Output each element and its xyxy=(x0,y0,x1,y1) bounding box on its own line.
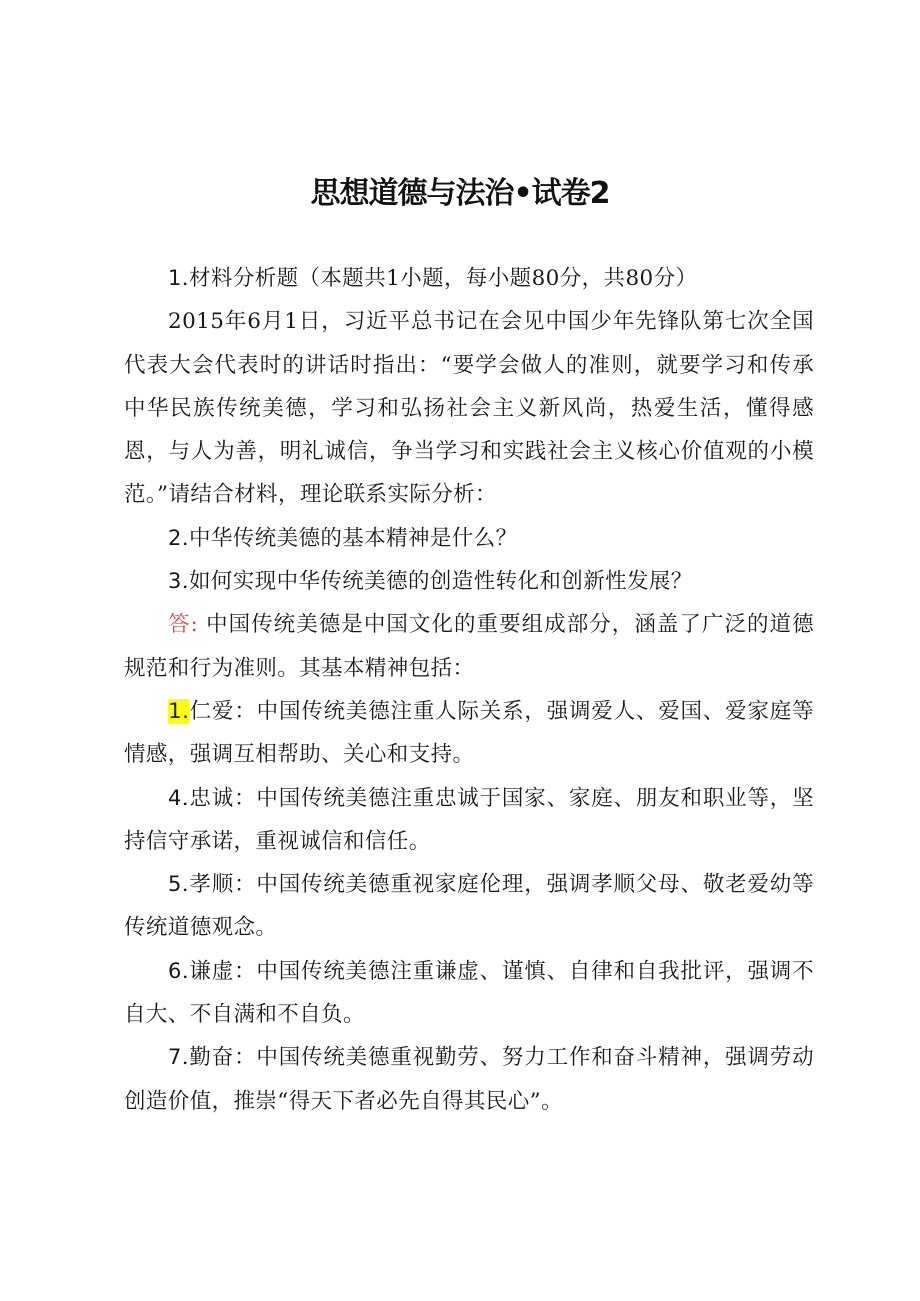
point-5 xyxy=(124,1036,814,1123)
point-number: 5 xyxy=(168,872,182,897)
answer-label: 答: xyxy=(168,612,199,638)
answer-text: 中国传统美德是中国文化的重要组成部分，涵盖了广泛的道德规范和行为准则。其基本精神包括： xyxy=(124,612,814,681)
point-number: 7 xyxy=(168,1045,182,1070)
sub-question-text: .如何实现中华传统美德的创造性转化和创新性发展？ xyxy=(181,569,693,595)
question-header-text: .材料分析题（本题共1小题，每小题80分，共80分） xyxy=(181,266,698,291)
document-title: 思想道德与法治•试卷2 xyxy=(310,176,610,211)
material-paragraph: 2015年6月1日，习近平总书记在会见中国少年先锋队第七次全国代表大会代表时的讲话时指出：“要学会做人的准则，就要学习和传承中华民族传统美德，学习和弘扬社会主义新风尚，热爱生活，懂得感恩，与人为善，明礼诚信，争当学习和实践社会主义核心价值观的小模范。”请结合材料，理论联系实际分析： xyxy=(124,309,814,508)
sub-question-text: .中华传统美德的基本精神是什么？ xyxy=(181,525,518,551)
point-text: 仁爱：中国传统美德注重人际关系，强调爱人、爱国、爱家庭等情感，强调互相帮助、关心和支持。 xyxy=(124,698,814,768)
sub-question-1 xyxy=(124,517,814,560)
question-header xyxy=(124,257,814,300)
document-body xyxy=(124,257,814,1123)
sub-question-2 xyxy=(124,560,814,603)
point-number: 4 xyxy=(168,785,182,810)
point-text: .谦虚：中国传统美德注重谦虚、谨慎、自律和自我批评，强调不自大、不自满和不自负。 xyxy=(124,958,814,1028)
point-text: .忠诚：中国传统美德注重忠诚于国家、家庭、朋友和职业等，坚持信守承诺，重视诚信和信任。 xyxy=(124,785,814,854)
point-2 xyxy=(124,777,814,864)
point-1 xyxy=(124,690,814,777)
point-number: 6 xyxy=(168,958,182,983)
highlighted-point-number: 1. xyxy=(168,698,190,724)
point-text: .勤奋：中国传统美德重视勤劳、努力工作和奋斗精神，强调劳动创造价值，推崇“得天下者必先自得其民心”。 xyxy=(124,1045,814,1114)
point-3 xyxy=(124,863,814,950)
answer-paragraph xyxy=(124,603,814,690)
sub-question-number: 3 xyxy=(168,569,182,594)
point-text: .孝顺：中国传统美德重视家庭伦理，强调孝顺父母、敬老爱幼等传统道德观念。 xyxy=(124,872,814,941)
sub-question-number: 2 xyxy=(168,525,182,550)
point-4 xyxy=(124,950,814,1037)
question-number: 1 xyxy=(168,266,182,290)
